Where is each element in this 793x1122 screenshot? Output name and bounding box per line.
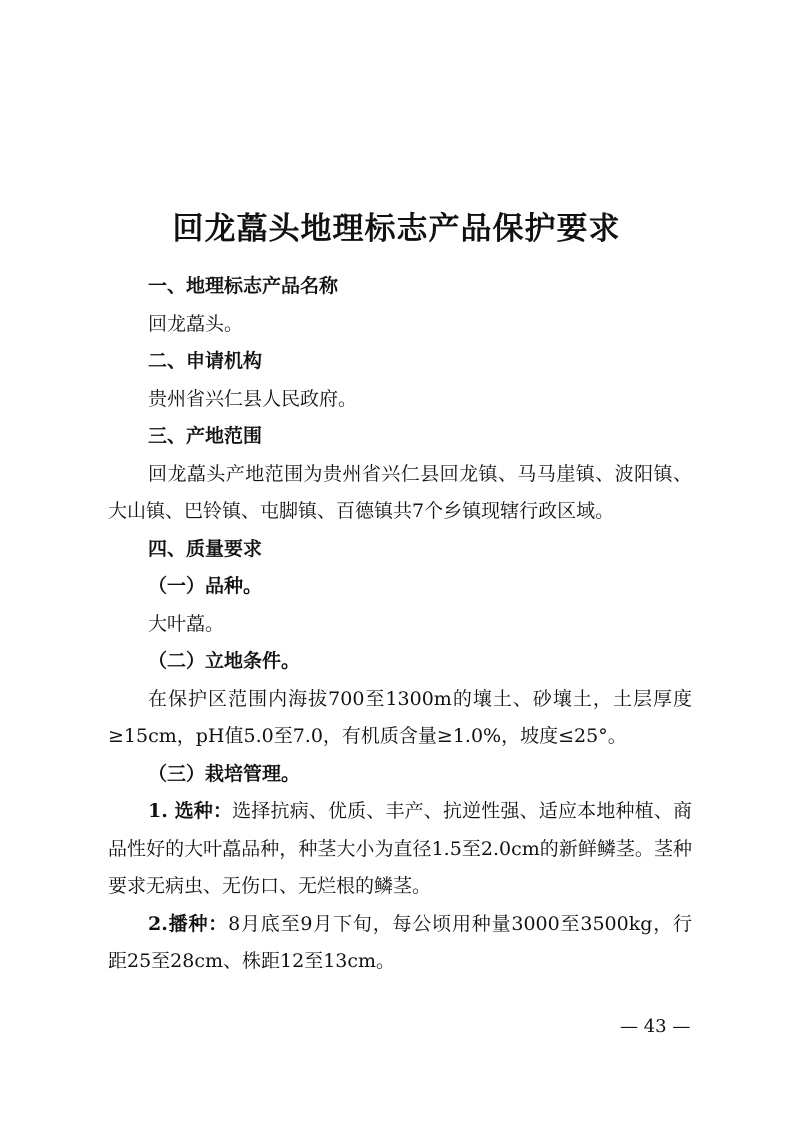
section-heading-quality-requirements: 四、质量要求	[148, 537, 263, 560]
selection-paragraph	[108, 793, 692, 906]
document-title: 回龙藠头地理标志产品保护要求	[172, 210, 621, 247]
subsection-heading-variety: （一）品种。	[148, 575, 263, 597]
sowing-paragraph	[108, 906, 692, 981]
selection-text: 选择抗病、优质、丰产、抗逆性强、适应本地种植、商品性好的大叶藠品种，种茎大小为直径1.5至2.0cm的新鲜鳞茎。茎种要求无病虫、无伤口、无烂根的鳞茎。	[108, 800, 692, 897]
section-heading-product-name: 一、地理标志产品名称	[148, 275, 339, 297]
product-name-text: 回龙藠头。	[148, 312, 244, 335]
sowing-lead: 2.播种：	[148, 912, 229, 935]
applicant-text: 贵州省兴仁县人民政府。	[148, 387, 358, 410]
selection-lead: 1. 选种：	[148, 800, 233, 822]
section-heading-origin-range: 三、产地范围	[148, 425, 263, 447]
subsection-heading-site-conditions: （二）立地条件。	[148, 650, 301, 672]
section-heading-applicant: 二、申请机构	[148, 350, 263, 372]
variety-text: 大叶藠。	[148, 612, 225, 635]
document-body	[108, 268, 692, 981]
subsection-heading-cultivation: （三）栽培管理。	[148, 762, 301, 785]
sowing-text: 8月底至9月下旬，每公顷用种量3000至3500kg，行距25至28cm、株距12至13cm。	[108, 912, 692, 972]
origin-range-text: 回龙藠头产地范围为贵州省兴仁县回龙镇、马马崖镇、波阳镇、大山镇、巴铃镇、屯脚镇、百德镇共7个乡镇现辖行政区域。	[108, 462, 692, 522]
site-conditions-text: 在保护区范围内海拔700至1300m的壤土、砂壤土，土层厚度≥15cm，pH值5.0至7.0，有机质含量≥1.0%，坡度≤25°。	[108, 687, 692, 747]
page-number: — 43 —	[620, 1016, 691, 1037]
